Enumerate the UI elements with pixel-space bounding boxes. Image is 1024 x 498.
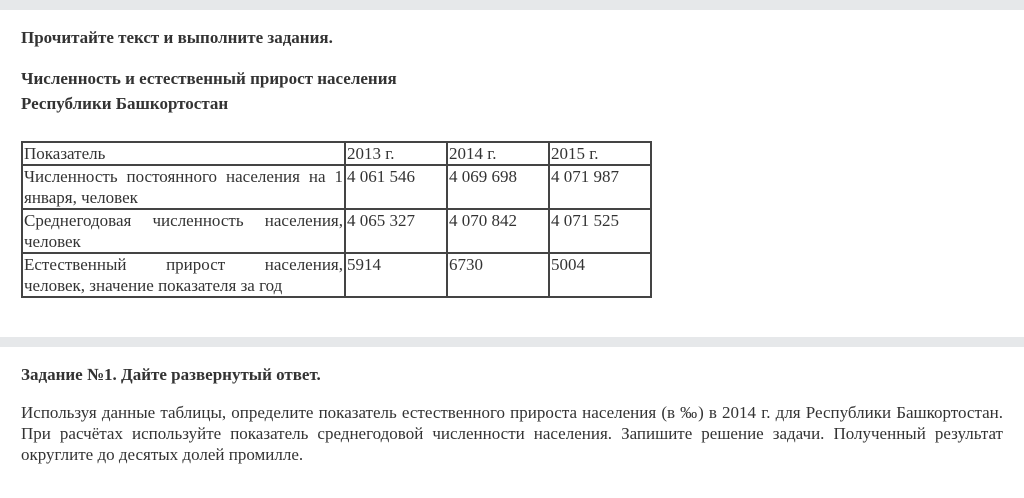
header-cell-2014: 2014 г. xyxy=(447,142,549,165)
table-header-row xyxy=(22,142,651,165)
cell-2013: 4 065 327 xyxy=(345,209,447,253)
cell-2013: 5914 xyxy=(345,253,447,297)
table-row xyxy=(22,165,651,209)
cell-2015: 4 071 525 xyxy=(549,209,651,253)
header-cell-2015: 2015 г. xyxy=(549,142,651,165)
row-label-line-1: Среднегодовая численность населения, xyxy=(24,211,343,230)
section-separator xyxy=(0,337,1024,347)
row-label-line-2: человек, значение показателя за год xyxy=(24,276,283,295)
table-title xyxy=(21,66,397,116)
task-title: Задание №1. Дайте развернутый ответ. xyxy=(21,365,321,384)
table-title-line-1: Численность и естественный прирост населения xyxy=(21,69,397,88)
cell-2013: 4 061 546 xyxy=(345,165,447,209)
cell-2015: 5004 xyxy=(549,253,651,297)
table-row xyxy=(22,253,651,297)
cell-2014: 6730 xyxy=(447,253,549,297)
instruction-text: Прочитайте текст и выполните задания. xyxy=(21,28,333,47)
table-row xyxy=(22,209,651,253)
row-label-line-2: января, человек xyxy=(24,188,138,207)
row-label-line-1: Численность постоянного населения на 1 xyxy=(24,167,343,186)
population-table xyxy=(21,141,652,298)
cell-2014: 4 070 842 xyxy=(447,209,549,253)
row-label-line-2: человек xyxy=(24,232,81,251)
header-cell-indicator: Показатель xyxy=(22,142,345,165)
top-separator xyxy=(0,0,1024,10)
row-label xyxy=(22,253,345,297)
cell-2014: 4 069 698 xyxy=(447,165,549,209)
table-title-line-2: Республики Башкортостан xyxy=(21,94,229,113)
cell-2015: 4 071 987 xyxy=(549,165,651,209)
task-text: Используя данные таблицы, определите показатель естественного прироста населения (в ‰) в 2014 г. для Республики Башкортостан. При расчётах используйте показатель среднегодовой численности населения. Запишите решение задачи. Полученный результат округлите до десятых долей промилле. xyxy=(21,403,1003,464)
row-label xyxy=(22,165,345,209)
header-cell-2013: 2013 г. xyxy=(345,142,447,165)
row-label-line-1: Естественный прирост населения, xyxy=(24,255,343,274)
row-label xyxy=(22,209,345,253)
